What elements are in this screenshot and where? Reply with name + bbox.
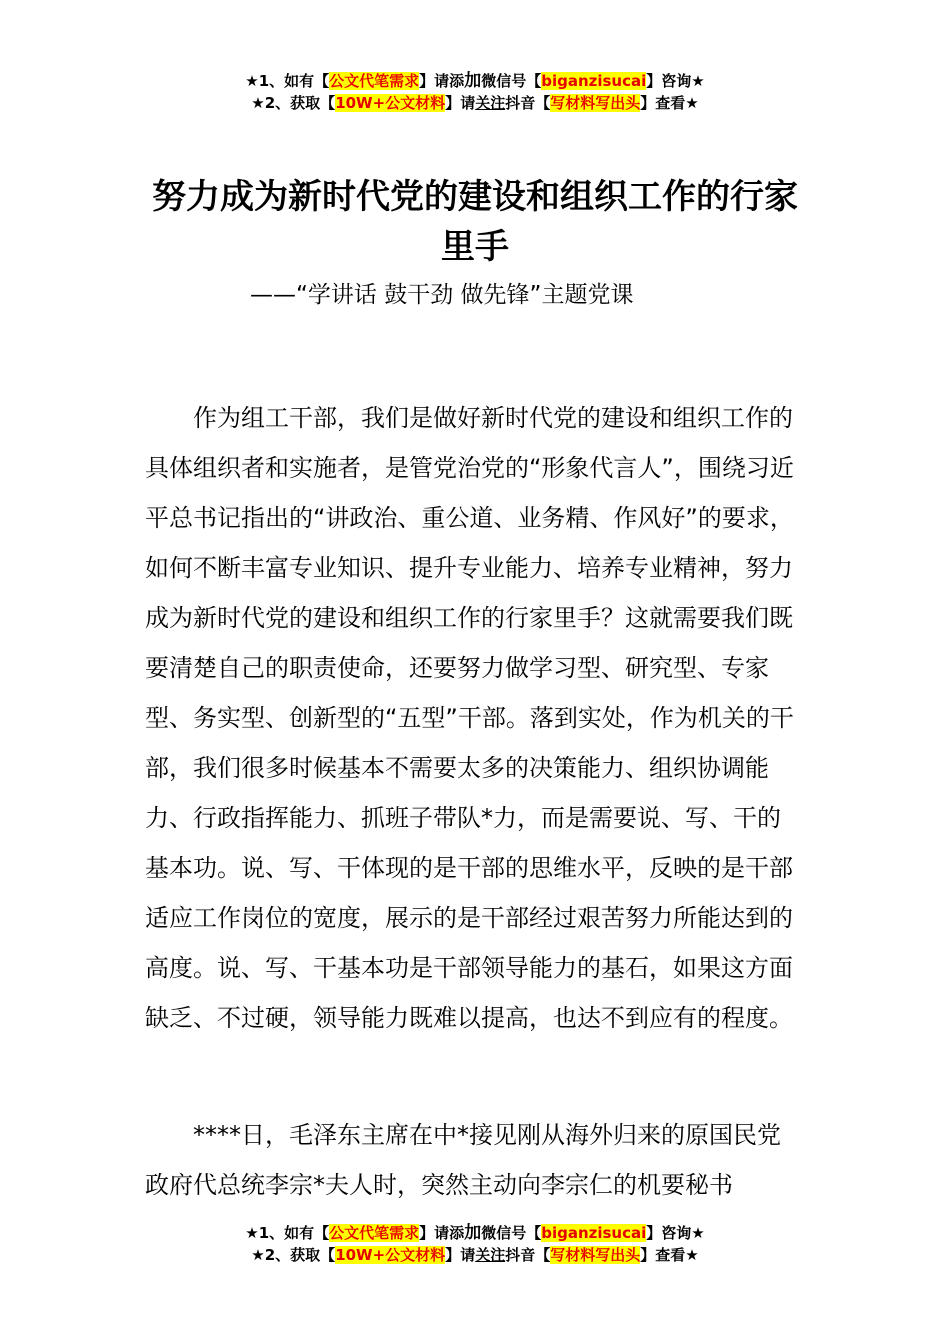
promo-banner-top bbox=[0, 70, 950, 114]
promo-line-2 bbox=[0, 1244, 950, 1266]
document-title: 努力成为新时代党的建设和组织工作的行家里手 bbox=[152, 177, 798, 267]
promo-line-1 bbox=[0, 70, 950, 92]
promo-text: 】请 bbox=[445, 1246, 476, 1264]
promo-highlight-materials: 10W+公文材料 bbox=[335, 1246, 446, 1264]
promo-text: ★1、如有【 bbox=[245, 1224, 330, 1242]
promo-text: 】查看★ bbox=[640, 1246, 699, 1264]
promo-highlight-service: 公文代笔需求 bbox=[329, 72, 420, 90]
promo-text-follow: 关注 bbox=[475, 1246, 506, 1264]
promo-highlight-douyin: 写材料写出头 bbox=[550, 1246, 641, 1264]
promo-text: 抖音【 bbox=[505, 1246, 551, 1264]
promo-highlight-wechat-id: biganzisucai bbox=[541, 1224, 647, 1242]
promo-highlight-service: 公文代笔需求 bbox=[329, 1224, 420, 1242]
promo-text-follow: 关注 bbox=[475, 94, 506, 112]
promo-highlight-materials: 10W+公文材料 bbox=[335, 94, 446, 112]
document-subtitle: ——“学讲话 鼓干劲 做先锋”主题党课 bbox=[250, 282, 634, 308]
promo-highlight-wechat-id: biganzisucai bbox=[541, 72, 647, 90]
promo-text: ★2、获取【 bbox=[251, 1246, 336, 1264]
promo-line-1 bbox=[0, 1222, 950, 1244]
promo-text: 】查看★ bbox=[640, 94, 699, 112]
body-paragraph: 作为组工干部，我们是做好新时代党的建设和组织工作的具体组织者和实施者，是管党治党的“形象代言人”，围绕习近平总书记指出的“讲政治、重公道、业务精、作风好”的要求，如何不断丰富专业知识、提升专业能力、培养专业精神，努力成为新时代党的建设和组织工作的行家里手？这就需要我们既要清楚自己的职责使命，还要努力做学习型、研究型、专家型、务实型、创新型的“五型”干部。落到实处，作为机关的干部，我们很多时候基本不需要太多的决策能力、组织协调能力、行政指挥能力、抓班子带队*力，而是需要说、写、干的基本功。说、写、干体现的是干部的思维水平，反映的是干部适应工作岗位的宽度，展示的是干部经过艰苦努力所能达到的高度。说、写、干基本功是干部领导能力的基石，如果这方面缺乏、不过硬，领导能力既难以提高，也达不到应有的程度。 bbox=[145, 404, 794, 1032]
body-paragraph: ****日，毛泽东主席在中*接见刚从海外归来的原国民党政府代总统李宗*夫人时，突然主动向李宗仁的机要秘书 bbox=[145, 1121, 781, 1199]
promo-text: 微信号【 bbox=[481, 1224, 542, 1242]
promo-text: 抖音【 bbox=[505, 94, 551, 112]
promo-text: 微信号【 bbox=[481, 72, 542, 90]
promo-text: 】请添 bbox=[419, 1224, 465, 1242]
promo-text: 】请 bbox=[445, 94, 476, 112]
promo-banner-bottom bbox=[0, 1222, 950, 1266]
promo-line-2 bbox=[0, 92, 950, 114]
promo-text: ★1、如有【 bbox=[245, 72, 330, 90]
promo-text: ★2、获取【 bbox=[251, 94, 336, 112]
promo-text: 加 bbox=[464, 71, 482, 91]
promo-highlight-douyin: 写材料写出头 bbox=[550, 94, 641, 112]
promo-text: 】咨询★ bbox=[646, 72, 705, 90]
promo-text: 加 bbox=[464, 1223, 482, 1243]
promo-text: 】咨询★ bbox=[646, 1224, 705, 1242]
promo-text: 】请添 bbox=[419, 72, 465, 90]
